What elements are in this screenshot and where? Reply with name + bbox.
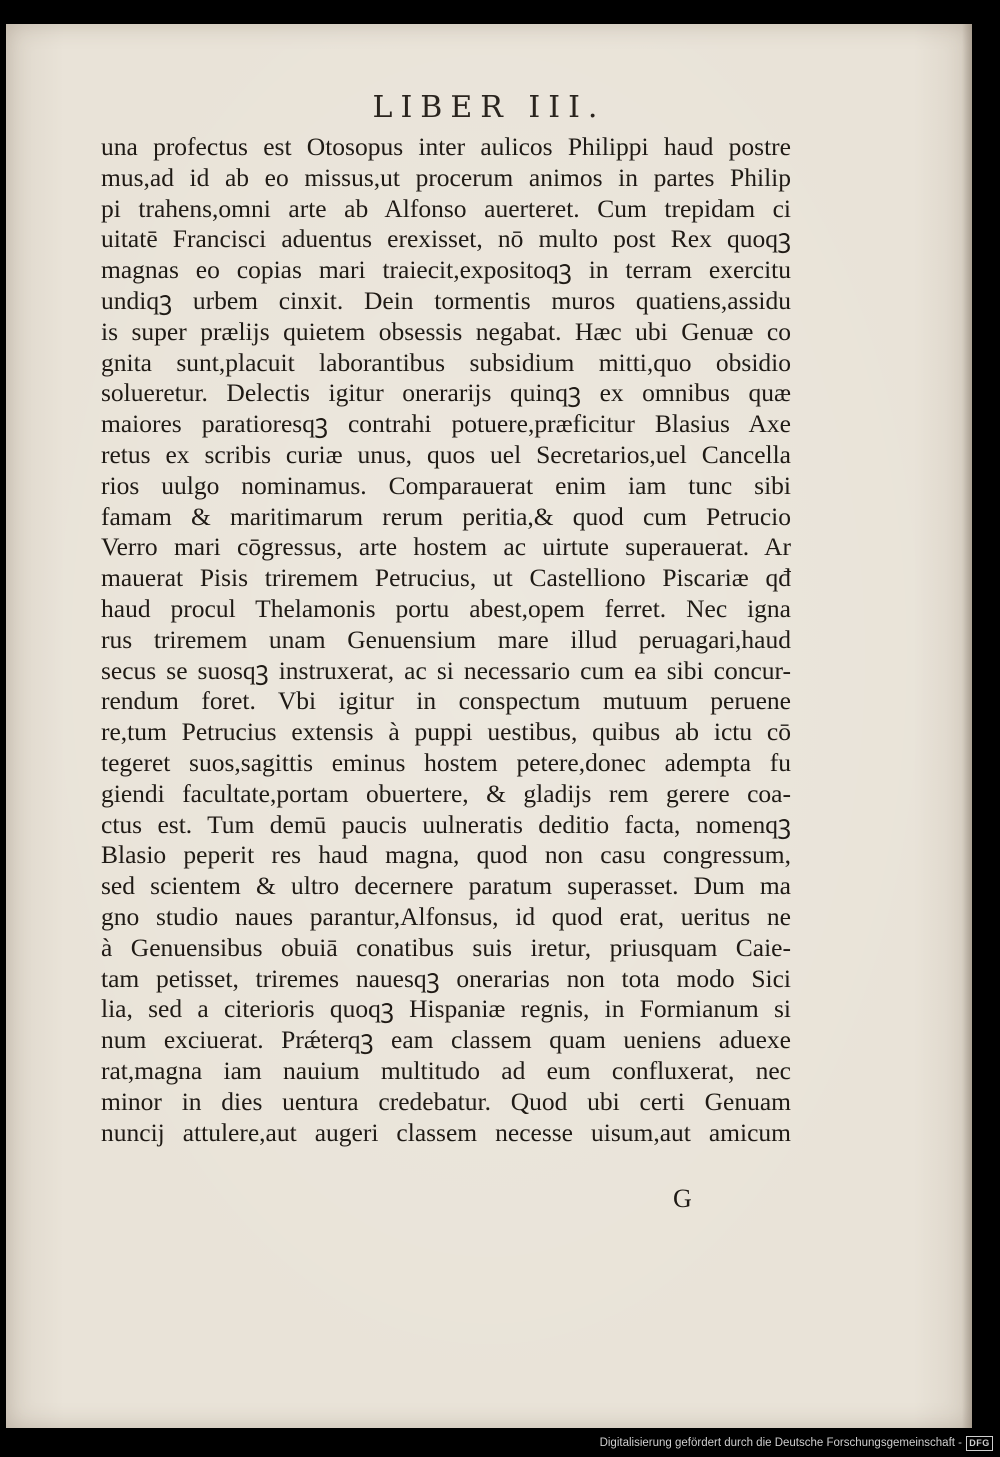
text-line: rios uulgo nominamus. Comparauerat enim iam tunc sibi <box>101 470 791 500</box>
footer-credit: Digitalisierung gefördert durch die Deutsche Forschungsgemeinschaft - <box>599 1437 962 1449</box>
text-line: famam & maritimarum rerum peritia,& quod cum Petrucio <box>101 501 791 531</box>
book-page <box>6 24 972 1428</box>
text-line: minor in dies uentura credebatur. Quod ubi certi Genuam <box>101 1086 791 1116</box>
text-line: secus se suosqꝫ instruxerat, ac si necessario cum ea sibi concur- <box>101 655 791 685</box>
text-line: uitatē Francisci aduentus erexisset, nō multo post Rex quoqꝫ <box>101 224 791 254</box>
text-line: re,tum Petrucius extensis à puppi uestibus, quibus ab ictu cō <box>101 717 791 747</box>
signature-mark: G <box>673 1184 692 1213</box>
dfg-logo-icon: DFG <box>966 1436 993 1451</box>
text-line: ctus est. Tum demū paucis uulneratis deditio facta, nomenqꝫ <box>101 809 791 839</box>
text-line: à Genuensibus obuiā conatibus suis iretur, priusquam Caie- <box>101 932 791 962</box>
text-line: gnita sunt,placuit laborantibus subsidium mitti,quo obsidio <box>101 347 791 377</box>
text-line: undiqꝫ urbem cinxit. Dein tormentis muros quatiens,assidu <box>101 285 791 315</box>
text-line: giendi facultate,portam obuertere, & gladijs rem gerere coa- <box>101 778 791 808</box>
text-line: maiores paratioresqꝫ contrahi potuere,præficitur Blasius Axe <box>101 409 791 439</box>
text-line: mus,ad id ab eo missus,ut procerum animos in partes Philip <box>101 162 791 192</box>
footer-bar <box>0 1432 1000 1457</box>
text-line: num exciuerat. Prǽterqꝫ eam classem quam ueniens aduexe <box>101 1025 791 1055</box>
text-line: haud procul Thelamonis portu abest,opem ferret. Nec igna <box>101 593 791 623</box>
text-line: solueretur. Delectis igitur onerarijs quinqꝫ ex omnibus quæ <box>101 378 791 408</box>
text-line: rus triremem unam Genuensium mare illud peruagari,haud <box>101 624 791 654</box>
text-line: una profectus est Otosopus inter aulicos Philippi haud postre <box>101 132 791 161</box>
text-line: lia, sed a citerioris quoqꝫ Hispaniæ regnis, in Formianum si <box>101 994 791 1024</box>
text-line: mauerat Pisis triremem Petrucius, ut Castelliono Piscariæ qđ <box>101 563 791 593</box>
text-line: gno studio naues parantur,Alfonsus, id quod erat, ueritus ne <box>101 901 791 931</box>
running-head: LIBER III. <box>372 90 606 125</box>
text-line: pi trahens,omni arte ab Alfonso auerteret. Cum trepidam ci <box>101 193 791 223</box>
text-line: tam petisset, triremes nauesqꝫ onerarias non tota modo Sici <box>101 963 791 993</box>
text-line: rendum foret. Vbi igitur in conspectum mutuum peruene <box>101 686 791 716</box>
page-edge-shadow <box>962 24 972 1428</box>
text-line: sed scientem & ultro decernere paratum superasset. Dum ma <box>101 871 791 901</box>
text-line: is super prælijs quietem obsessis negabat. Hæc ubi Genuæ co <box>101 316 791 346</box>
text-line: nuncij attulere,aut augeri classem necesse uisum,aut amicum <box>101 1117 791 1147</box>
text-line: magnas eo copias mari traiecit,expositoqꝫ in terram exercitu <box>101 255 791 285</box>
text-line: retus ex scribis curiæ unus, quos uel Secretarios,uel Cancella <box>101 439 791 469</box>
text-line: tegeret suos,sagittis eminus hostem petere,donec adempta fu <box>101 747 791 777</box>
text-line: Verro mari cōgressus, arte hostem ac uirtute superauerat. Ar <box>101 532 791 562</box>
text-block <box>101 132 791 1148</box>
text-line: Blasio peperit res haud magna, quod non casu congressum, <box>101 840 791 870</box>
text-line: rat,magna iam nauium multitudo ad eum confluxerat, nec <box>101 1055 791 1085</box>
